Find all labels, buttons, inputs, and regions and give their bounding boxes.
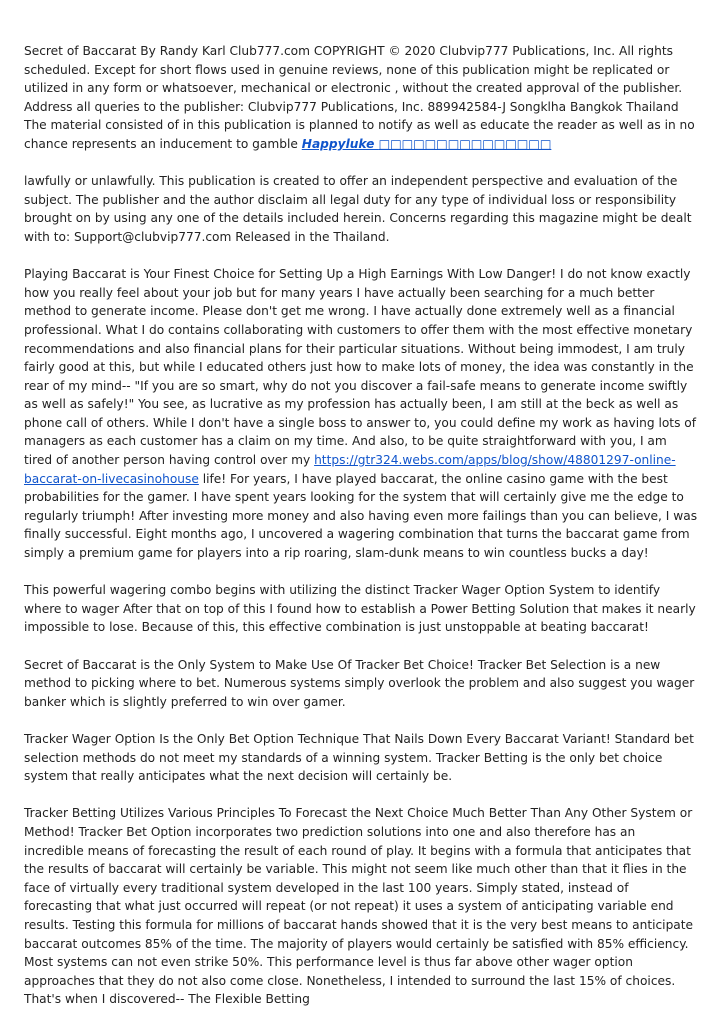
intro-paragraph (24, 265, 698, 563)
disclaimer-paragraph: lawfully or unlawfully. This publication is created to offer an independent perspective and evaluation of the subject. The publisher and the author disclaim all legal duty for any type of individual loss or responsibility brought on by using any one of the details included herein. Concerns regarding this magazine might be dealt with to: Support@clubvip777.com Released in the Thailand. (24, 174, 692, 244)
tracker-principles-paragraph: Tracker Betting Utilizes Various Principles To Forecast the Next Choice Much Better Than Any Other System or Method! Tracker Bet Option incorporates two prediction solutions into one and also therefore has an incredible means of forecasting the result of each round of play. It begins with a formula that anticipates that the results of baccarat will certainly be variable. This might not seem like much other than that it flies in the face of virtually every traditional system developed in the last 100 years. Simply stated, instead of forecasting that what just occurred will repeat (or not repeat) it uses a system of anticipating variable end results. Testing this formula for millions of baccarat hands showed that it is the very best means to anticipate baccarat outcomes 85% of the time. The majority of players would certainly be satisfied with 85% efficiency. Most systems can not even strike 50%. This performance level is thus far above other wager option approaches that they do not also come close. Nonetheless, I intended to surround the last 15% of choices. That's when I discovered-- The Flexible Betting (24, 806, 694, 1007)
tracker-option-paragraph: Tracker Wager Option Is the Only Bet Option Technique That Nails Down Every Baccarat Variant! Standard bet selection methods do not meet my standards of a winning system. Tracker Betting is the only bet choice system that really anticipates what the next decision will certainly be. (24, 731, 694, 784)
copyright-paragraph (24, 42, 698, 154)
happyluke-link[interactable] (302, 137, 552, 151)
intro-text-before: Playing Baccarat is Your Finest Choice for Setting Up a High Earnings With Low Danger! I do not know exactly how you really feel about your job but for many years I have actually been searching for a much better method to generate income. Please don't get me wrong. I have actually done extremely well as a financial professional. What I do contains collaborating with customers to offer them with the most effective monetary recommendations and also financial plans for their particular situations. Without being immodest, I am truly fairly good at this, but while I educated others just how to make lots of money, the idea was constantly in the rear of my mind-- "If you are so smart, why do not you discover a fail-safe means to generate income swiftly as well as safely!" You see, as lucrative as my profession has actually been, I am still at the beck as well as phone call of others. While I don't have a single boss to answer to, you could define my work as having lots of managers as each customer has a claim on my time. And also, to be quite straightforward with you, I am tired of another person having control over my (24, 267, 697, 468)
blog-link[interactable]: https://gtr324.webs.com/apps/blog/show/48801297-online-baccarat-on-livecasinohouse (24, 453, 676, 486)
tracker-choice-paragraph: Secret of Baccarat is the Only System to Make Use Of Tracker Bet Choice! Tracker Bet Selection is a new method to picking where to bet. Numerous systems simply overlook the problem and also suggest you wager banker which is slightly preferred to win over gamer. (24, 657, 695, 709)
copyright-text: Secret of Baccarat By Randy Karl Club777.com COPYRIGHT © 2020 Clubvip777 Publications, Inc. All rights scheduled. Except for short flows used in genuine reviews, none of this publication might be replicated or utilized in any form or whatsoever, mechanical or electronic , without the created approval of the publisher. Address all queries to the publisher: Clubvip777 Publications, Inc. 889942584-J Songklha Bangkok Thailand The material consisted of in this publication is planned to notify as well as educate the reader as well as in no chance represents an inducement to gamble (24, 44, 695, 151)
happyluke-link-text: Happyluke (301, 136, 379, 151)
combo-paragraph: This powerful wagering combo begins with utilizing the distinct Tracker Wager Option System to identify where to wager After that on top of this I found how to establish a Power Betting Solution that makes it nearly impossible to lose. Because of this, this effective combination is just unstoppable at beating baccarat! (24, 583, 696, 635)
happyluke-link-suffix: □□□□□□□□□□□□□□□ (378, 136, 552, 151)
intro-text-after: life! For years, I have played baccarat, the online casino game with the best probabilities for the gamer. I have spent years looking for the system that will certainly give me the edge to regularly triumph! After investing more money and also having even more failings than you can believe, I was finally successful. Eight months ago, I uncovered a wagering combination that turns the baccarat game from simply a premium game for players into a rip roaring, slam-dunk means to win countless bucks a day! (24, 471, 698, 561)
